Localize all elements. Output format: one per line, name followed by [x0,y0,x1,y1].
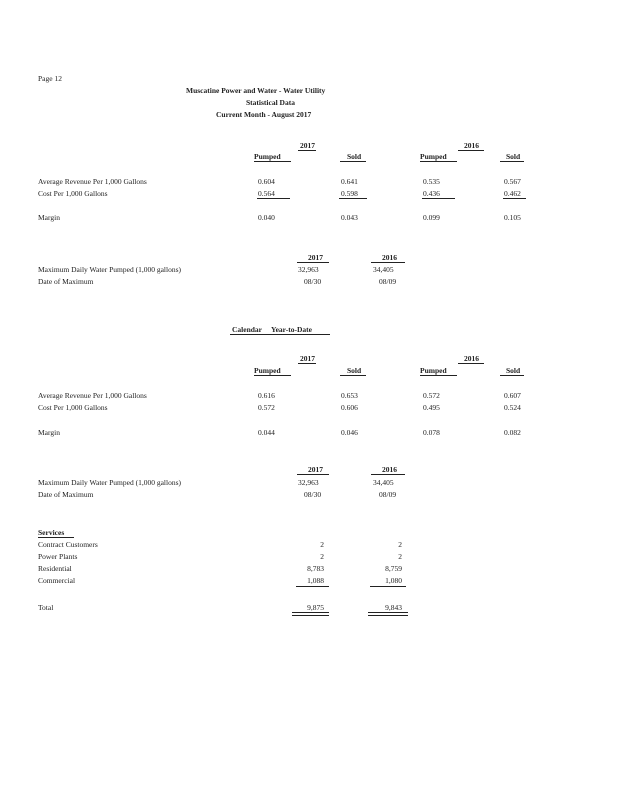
report-subtitle: Statistical Data [246,98,295,107]
cost-label: Cost Per 1,000 Gallons [38,403,108,412]
value: 0.572 [423,391,440,400]
value: 0.436 [423,189,440,198]
value: 0.572 [258,403,275,412]
residential-label: Residential [38,564,72,573]
year-prior-label: 2016 [464,141,479,150]
cost-label: Cost Per 1,000 Gallons [38,189,108,198]
value: 0.616 [258,391,275,400]
total-label: Total [38,603,54,612]
value: 0.653 [341,391,358,400]
value: 9,843 [385,603,402,612]
col-pumped-current: Pumped [254,152,281,161]
value: 0.043 [341,213,358,222]
max-daily-label: Maximum Daily Water Pumped (1,000 gallons) [38,478,181,487]
value: 0.606 [341,403,358,412]
value: 32,963 [298,265,319,274]
value: 9,875 [307,603,324,612]
value: 0.082 [504,428,521,437]
value: 0.046 [341,428,358,437]
value: 08/30 [304,490,322,499]
value: 34,405 [373,478,394,487]
value: 0.567 [504,177,521,186]
value: 0.078 [423,428,440,437]
year-current-label: 2017 [300,141,315,150]
value: 2 [320,552,324,561]
value: 32,963 [298,478,319,487]
value: 0.462 [504,189,521,198]
report-period: Current Month - August 2017 [216,110,312,119]
value: 8,759 [385,564,402,573]
year-prior-label: 2016 [464,354,479,363]
value: 0.105 [504,213,521,222]
value: 2 [398,552,402,561]
value: 1,080 [385,576,402,585]
value: 08/09 [379,277,397,286]
col-sold-current: Sold [347,152,362,161]
services-title: Services [38,528,65,537]
page-number: Page 12 [38,74,62,83]
value: 0.495 [423,403,440,412]
max-daily-label: Maximum Daily Water Pumped (1,000 gallons) [38,265,181,274]
value: 1,088 [307,576,324,585]
value: 08/09 [379,490,397,499]
avg-revenue-label: Average Revenue Per 1,000 Gallons [38,177,147,186]
value: 2 [398,540,402,549]
avg-revenue-label: Average Revenue Per 1,000 Gallons [38,391,147,400]
commercial-label: Commercial [38,576,76,585]
value: 0.604 [258,177,275,186]
value: 8,783 [307,564,324,573]
col-pumped-prior: Pumped [420,366,447,375]
value: 0.598 [341,189,358,198]
value: 0.564 [258,189,275,198]
value: 0.641 [341,177,358,186]
date-of-max-label: Date of Maximum [38,277,94,286]
power-plants-label: Power Plants [38,552,78,561]
value: 34,405 [373,265,394,274]
value: 08/30 [304,277,322,286]
contract-customers-label: Contract Customers [38,540,98,549]
value: 0.535 [423,177,440,186]
ytd-title-calendar: Calendar [232,325,262,334]
year-current-label: 2017 [300,354,315,363]
value: 2 [320,540,324,549]
max-year-current: 2017 [308,465,323,474]
col-pumped-prior: Pumped [420,152,447,161]
col-sold-prior: Sold [506,366,521,375]
value: 0.607 [504,391,521,400]
date-of-max-label: Date of Maximum [38,490,94,499]
col-pumped-current: Pumped [254,366,281,375]
margin-label: Margin [38,213,60,222]
value: 0.040 [258,213,275,222]
col-sold-prior: Sold [506,152,521,161]
max-year-prior: 2016 [382,465,397,474]
max-year-prior: 2016 [382,253,397,262]
max-year-current: 2017 [308,253,323,262]
report-title: Muscatine Power and Water - Water Utility [186,86,326,95]
value: 0.044 [258,428,275,437]
margin-label: Margin [38,428,60,437]
value: 0.524 [504,403,521,412]
value: 0.099 [423,213,440,222]
col-sold-current: Sold [347,366,362,375]
ytd-title-year-to-date: Year-to-Date [271,325,312,334]
